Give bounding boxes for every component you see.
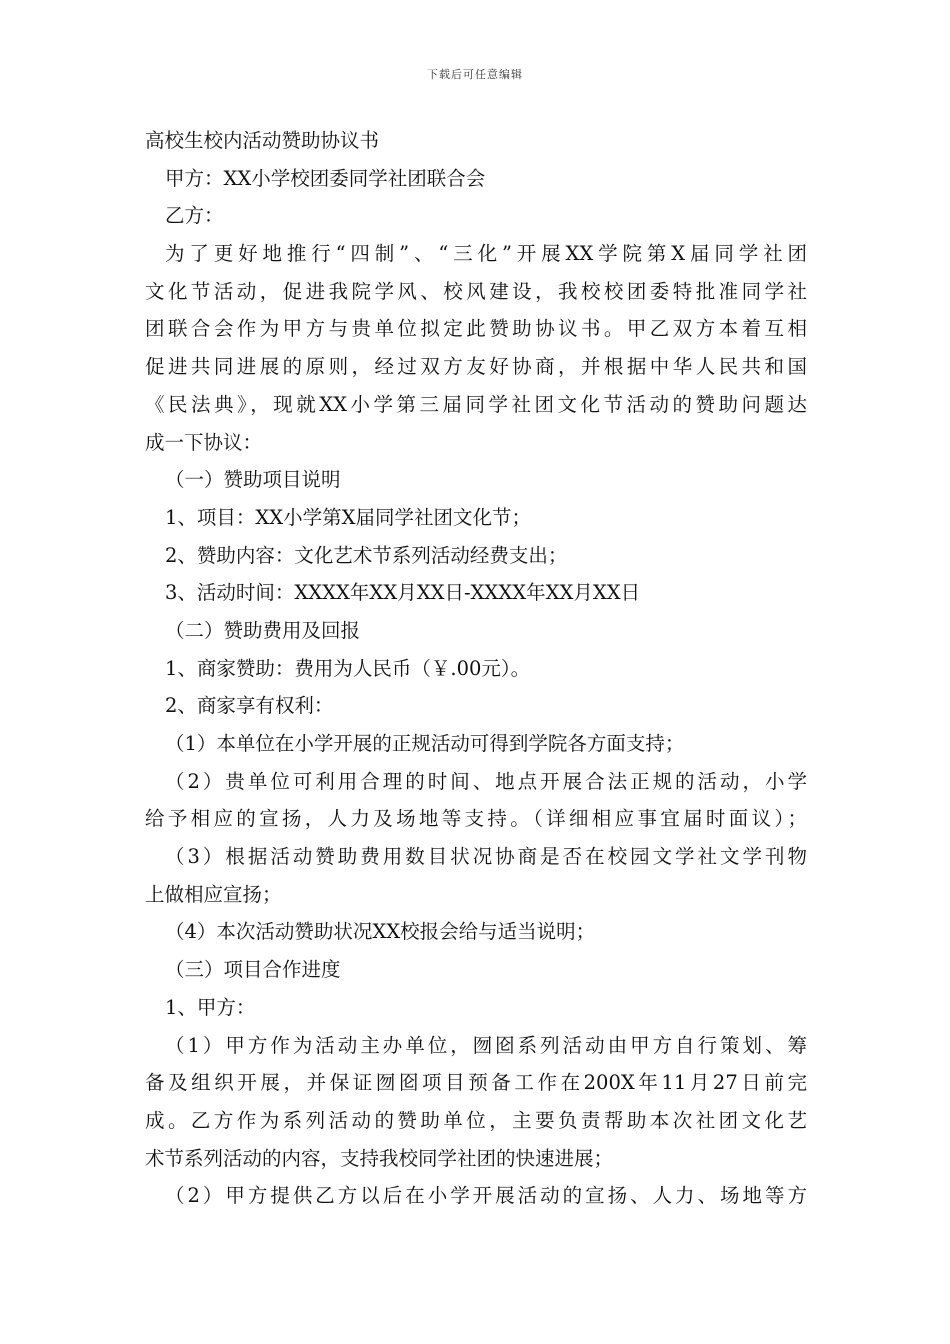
paragraph-line: 促进共同进展的原则，经过双方友好协商，并根据中华人民共和国 <box>145 355 807 379</box>
paragraph-line: （三）项目合作进度 <box>165 958 341 982</box>
paragraph-line: （2）甲方提供乙方以后在小学开展活动的宣扬、人力、场地等方 <box>165 1184 807 1208</box>
paragraph-line: 团联合会作为甲方与贵单位拟定此赞助协议书。甲乙双方本着互相 <box>145 317 807 341</box>
document-title: 高校生校内活动赞助协议书 <box>145 129 380 152</box>
paragraph-line: 3、活动时间：XXXX年XX月XX日-XXXX年XX月XX日 <box>165 581 641 605</box>
paragraph-line: 成。乙方作为系列活动的赞助单位，主要负责帮助本次社团文化艺 <box>145 1108 807 1132</box>
paragraph-line: 为了更好地推行“四制”、“三化”开展XX学院第X届同学社团 <box>165 242 807 266</box>
paragraph-line: 成一下协议： <box>145 430 263 454</box>
paragraph-line: 1、甲方： <box>165 995 256 1019</box>
paragraph-line: 文化节活动，促进我院学风、校风建设，我校校团委特批准同学社 <box>145 279 807 303</box>
paragraph-line: 上做相应宣扬； <box>145 882 282 906</box>
paragraph-line: 术节系列活动的内容，支持我校同学社团的快速进展； <box>145 1146 614 1170</box>
paragraph-line: 乙方： <box>165 204 224 228</box>
paragraph-line: （1）甲方作为活动主办单位，囫囵系列活动由甲方自行策划、筹 <box>165 1033 807 1057</box>
paragraph-line: 备及组织开展，并保证囫囵项目预备工作在200X年11月27日前完 <box>145 1071 807 1095</box>
paragraph-line: （4）本次活动赞助状况XX校报会给与适当说明； <box>165 920 596 944</box>
paragraph-line: （二）赞助费用及回报 <box>165 618 361 642</box>
paragraph-line: 2、商家享有权利： <box>165 694 334 718</box>
paragraph-line: 1、商家赞助：费用为人民币（￥.00元）。 <box>165 656 531 680</box>
paragraph-line: （3）根据活动赞助费用数目状况协商是否在校园文学社文学刊物 <box>165 845 807 869</box>
page-header-note: 下载后可任意编辑 <box>427 68 523 81</box>
paragraph-line: （一）赞助项目说明 <box>165 468 341 492</box>
paragraph-line: 给予相应的宣扬，人力及场地等支持。（详细相应事宜届时面议）； <box>145 807 807 831</box>
paragraph-line: 甲方：XX小学校团委同学社团联合会 <box>165 166 486 190</box>
paragraph-line: 《民法典》，现就XX小学第三届同学社团文化节活动的赞助问题达 <box>145 392 807 416</box>
paragraph-line: （1）本单位在小学开展的正规活动可得到学院各方面支持； <box>165 732 685 755</box>
document-body <box>145 122 807 1215</box>
paragraph-line: 1、项目：XX小学第X届同学社团文化节； <box>165 505 532 529</box>
paragraph-line: 2、赞助内容：文化艺术节系列活动经费支出； <box>165 543 568 567</box>
paragraph-line: （2）贵单位可利用合理的时间、地点开展合法正规的活动，小学 <box>165 769 807 793</box>
